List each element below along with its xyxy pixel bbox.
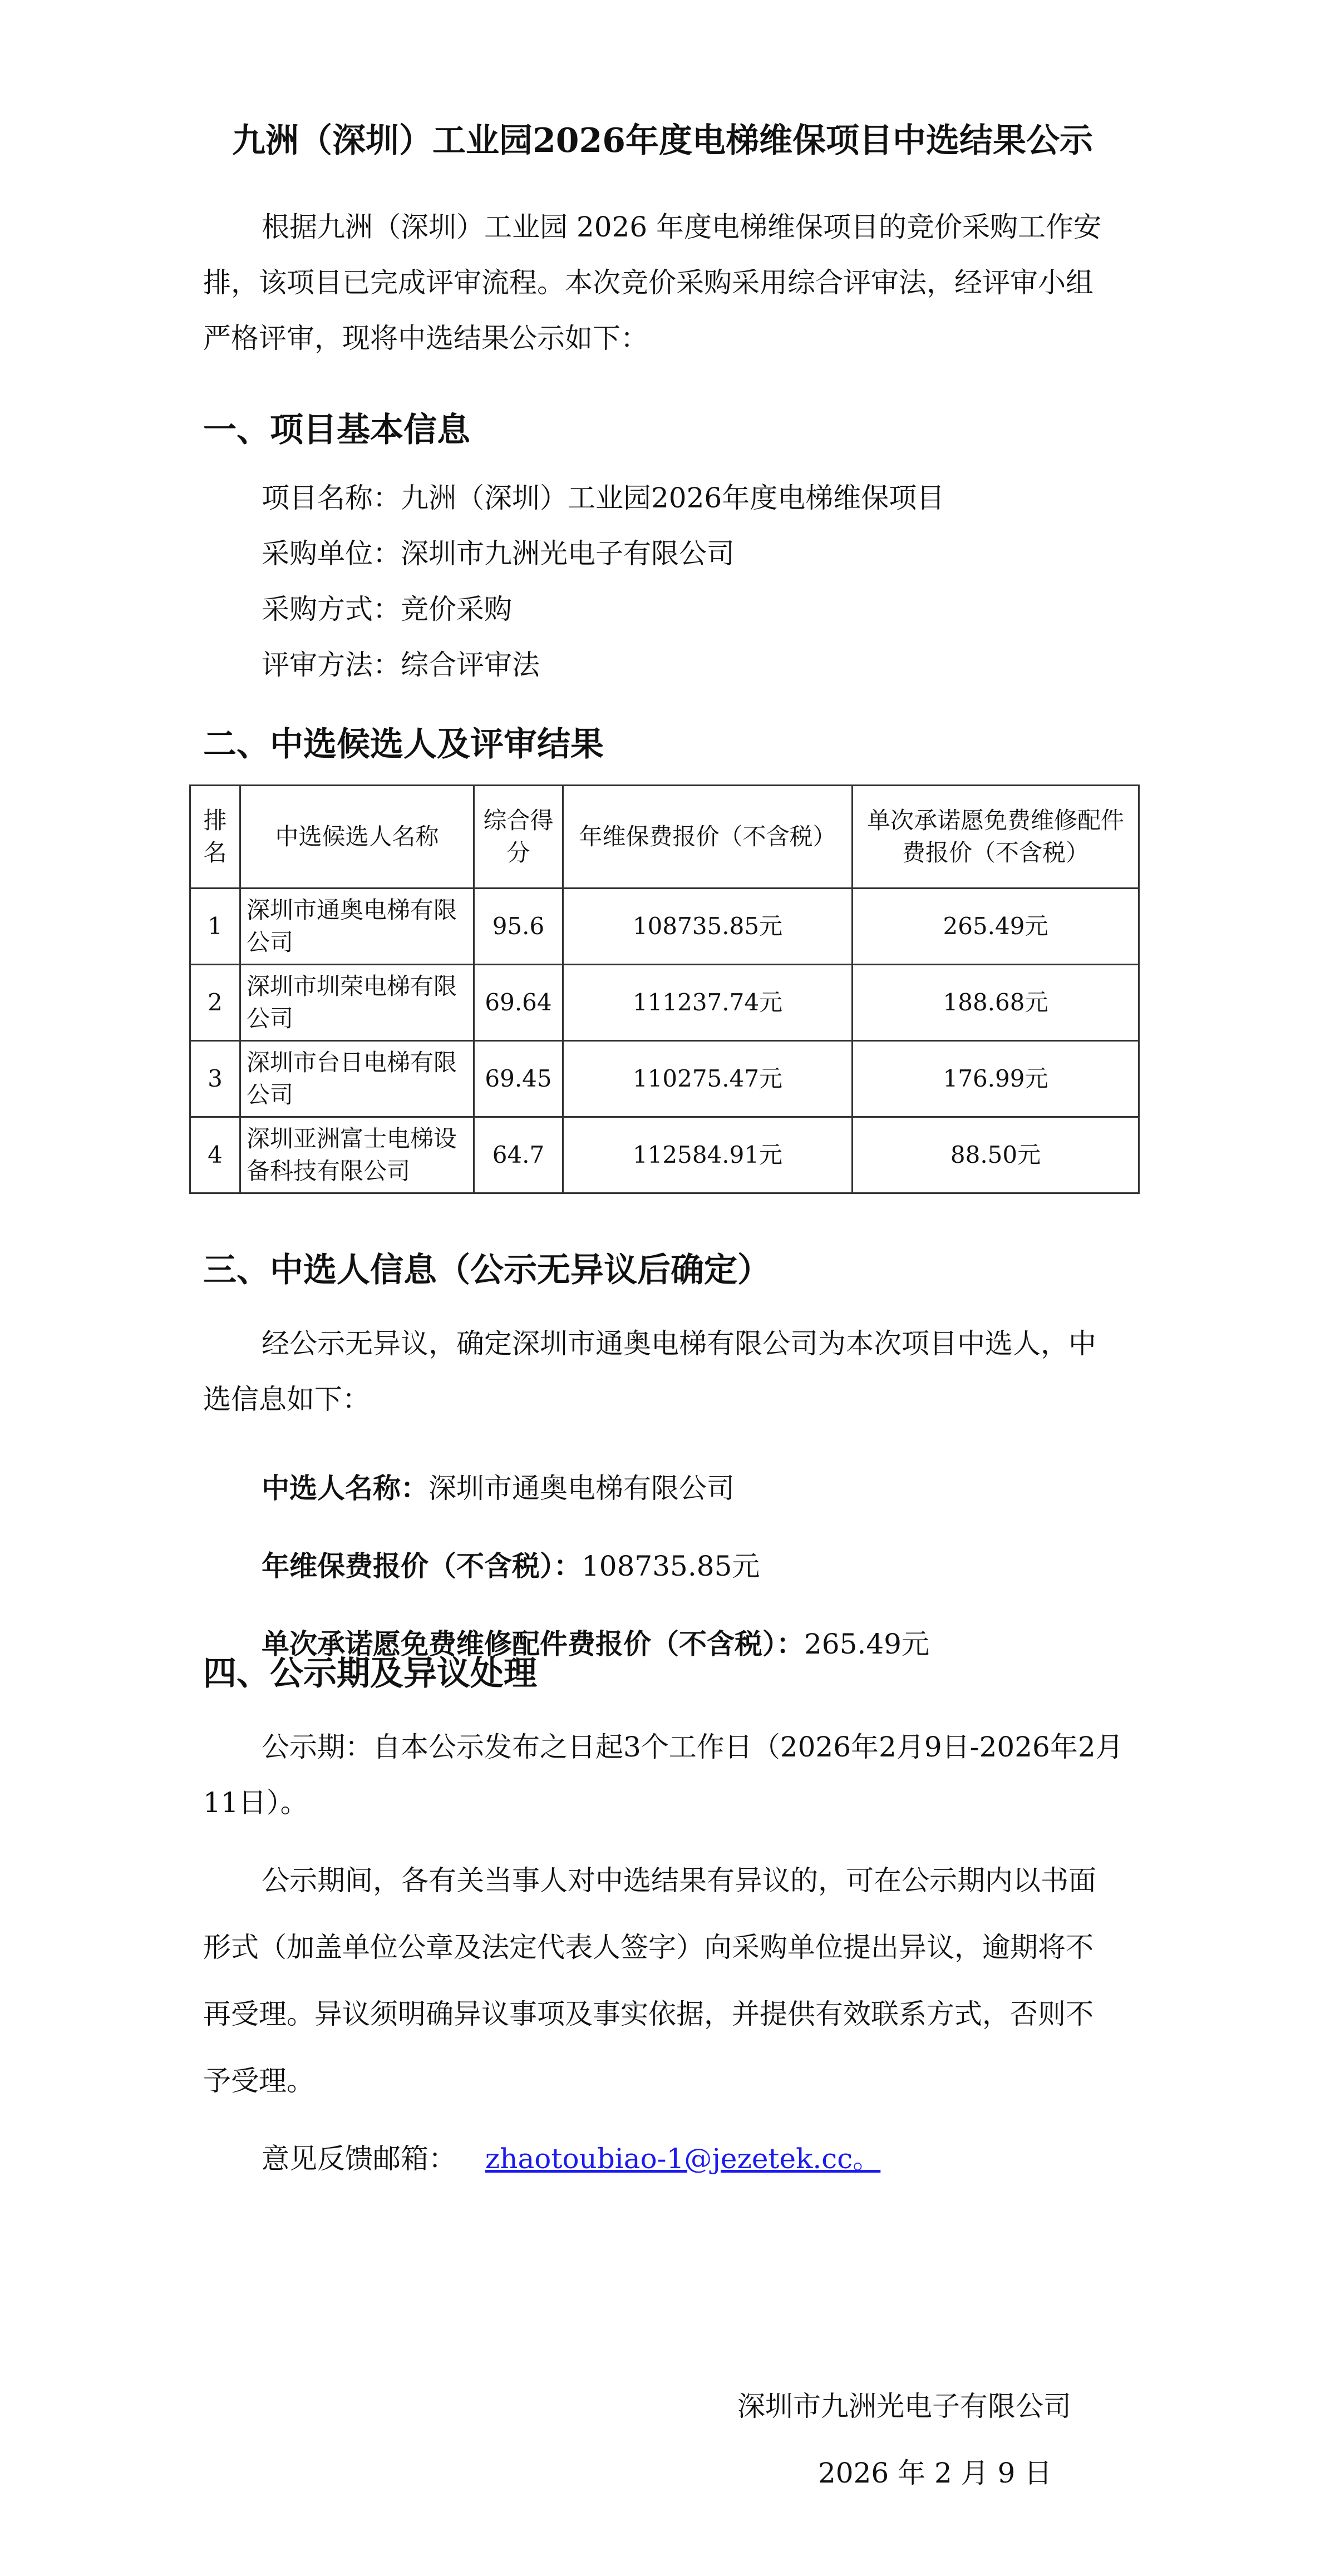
cell-score: 64.7 <box>474 1117 563 1193</box>
winner-name-value: 深圳市通奥电梯有限公司 <box>428 1472 735 1504</box>
intro-line-1: 根据九洲（深圳）工业园 2026 年度电梯维保项目的竞价采购工作安 <box>262 211 1102 243</box>
cell-annual-fee: 110275.47元 <box>563 1041 853 1117</box>
objection-line-1: 公示期间，各有关当事人对中选结果有异议的，可在公示期内以书面 <box>262 1864 1096 1897</box>
intro-line-3: 严格评审，现将中选结果公示如下： <box>203 322 648 354</box>
table-row <box>190 965 1139 1041</box>
cell-parts-fee: 188.68元 <box>853 965 1139 1041</box>
field-value: 深圳市九洲光电子有限公司 <box>401 537 735 570</box>
cell-annual-fee: 108735.85元 <box>563 889 853 965</box>
field-label: 采购单位： <box>262 537 401 570</box>
section-2-heading: 二、中选候选人及评审结果 <box>203 725 604 764</box>
objection-line-2: 形式（加盖单位公章及法定代表人签字）向采购单位提出异议，逾期将不 <box>203 1931 1094 1963</box>
header-annual-fee: 年维保费报价（不含税） <box>563 786 853 889</box>
section-4-heading: 四、公示期及异议处理 <box>203 1654 537 1693</box>
objection-line-3: 再受理。异议须明确异议事项及事实依据，并提供有效联系方式，否则不 <box>203 1998 1094 2030</box>
cell-rank: 1 <box>190 889 240 965</box>
feedback-email-label: 意见反馈邮箱： <box>262 2143 456 2175</box>
cell-parts-fee: 88.50元 <box>853 1117 1139 1193</box>
winner-annual-fee <box>262 1544 760 1584</box>
field-purchaser <box>262 531 735 571</box>
period-line-1: 公示期：自本公示发布之日起3个工作日（2026年2月9日-2026年2月 <box>262 1731 1124 1763</box>
field-review-method <box>262 643 540 683</box>
header-rank: 排名 <box>190 786 240 889</box>
section-3-line-2: 选信息如下： <box>203 1383 370 1415</box>
results-table <box>189 784 1140 1194</box>
cell-name: 深圳市台日电梯有限公司 <box>240 1041 474 1117</box>
cell-annual-fee: 112584.91元 <box>563 1117 853 1193</box>
table-header-row <box>190 786 1139 889</box>
header-name: 中选候选人名称 <box>240 786 474 889</box>
cell-annual-fee: 111237.74元 <box>563 965 853 1041</box>
field-value: 九洲（深圳）工业园2026年度电梯维保项目 <box>401 482 945 514</box>
field-label: 项目名称： <box>262 482 401 514</box>
section-3-line-1: 经公示无异议，确定深圳市通奥电梯有限公司为本次项目中选人，中 <box>262 1328 1096 1360</box>
field-project-name <box>262 476 944 516</box>
winner-parts-fee-label: 单次承诺愿免费维修配件费报价（不含税）： <box>262 1627 804 1660</box>
winner-name-label: 中选人名称： <box>262 1472 428 1504</box>
cell-rank: 4 <box>190 1117 240 1193</box>
winner-parts-fee-value: 265.49元 <box>804 1628 929 1660</box>
feedback-email-row <box>262 2131 880 2187</box>
cell-score: 69.45 <box>474 1041 563 1117</box>
section-3-heading: 三、中选人信息（公示无异议后确定） <box>203 1251 771 1290</box>
cell-name: 深圳亚洲富士电梯设备科技有限公司 <box>240 1117 474 1193</box>
cell-rank: 2 <box>190 965 240 1041</box>
footer-company: 深圳市九洲光电子有限公司 <box>737 2390 1071 2422</box>
field-purchase-method <box>262 587 512 627</box>
period-line-2: 11日）。 <box>203 1787 308 1819</box>
field-value: 竞价采购 <box>401 593 512 625</box>
objection-line-4: 予受理。 <box>203 2065 314 2097</box>
footer-date: 2026 年 2 月 9 日 <box>818 2457 1052 2489</box>
table-row <box>190 1117 1139 1193</box>
header-parts-fee: 单次承诺愿免费维修配件费报价（不含税） <box>853 786 1139 889</box>
feedback-email-link[interactable]: zhaotoubiao-1@jezetek.cc。 <box>485 2143 881 2175</box>
cell-name: 深圳市圳荣电梯有限公司 <box>240 965 474 1041</box>
section-1-heading: 一、项目基本信息 <box>203 411 470 450</box>
cell-rank: 3 <box>190 1041 240 1117</box>
table-row <box>190 889 1139 965</box>
winner-annual-fee-value: 108735.85元 <box>582 1550 760 1582</box>
field-value: 综合评审法 <box>401 649 540 681</box>
cell-score: 95.6 <box>474 889 563 965</box>
intro-line-2: 排，该项目已完成评审流程。本次竞价采购采用综合评审法，经评审小组 <box>203 267 1094 299</box>
field-label: 采购方式： <box>262 593 401 625</box>
field-label: 评审方法： <box>262 649 401 681</box>
winner-name <box>262 1466 735 1506</box>
cell-score: 69.64 <box>474 965 563 1041</box>
page-title: 九洲（深圳）工业园2026年度电梯维保项目中选结果公示 <box>232 121 1093 160</box>
cell-parts-fee: 176.99元 <box>853 1041 1139 1117</box>
cell-parts-fee: 265.49元 <box>853 889 1139 965</box>
table-row <box>190 1041 1139 1117</box>
header-score: 综合得分 <box>474 786 563 889</box>
cell-name: 深圳市通奥电梯有限公司 <box>240 889 474 965</box>
winner-annual-fee-label: 年维保费报价（不含税）： <box>262 1549 582 1582</box>
